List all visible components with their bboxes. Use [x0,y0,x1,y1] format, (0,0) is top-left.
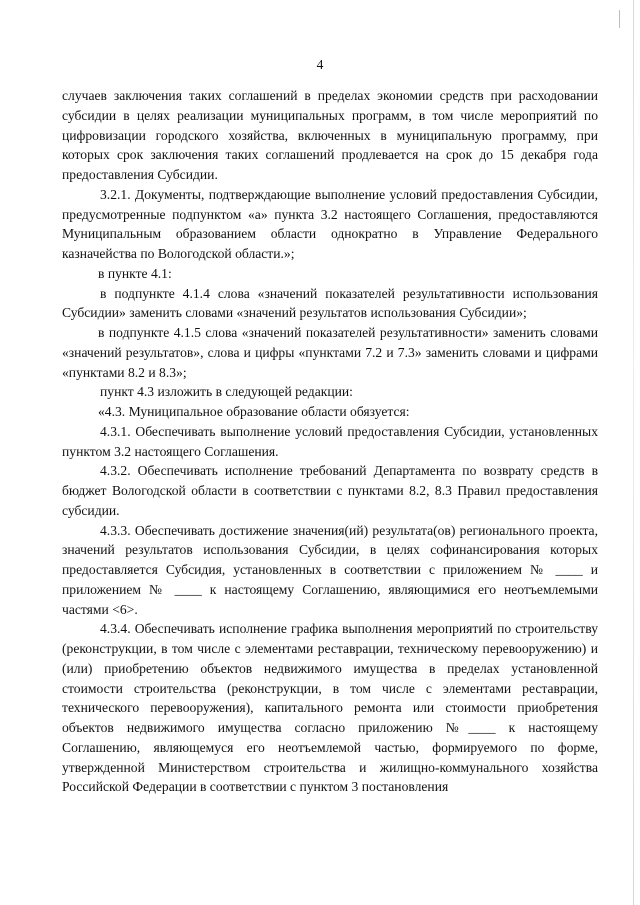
paragraph-continuation: случаев заключения таких соглашений в пределах экономии средств при расходовании субсидии в целях реализации муниципальных программ, в том числе мероприятий по цифровизации городского хозяйства, включенных в муниципальную программу, при которых срок заключения таких соглашений продлевается на срок до 15 декабря года предоставления Субсидии. [62,88,598,182]
page-number: 4 [316,57,324,72]
paragraph-4-3-1: 4.3.1. Обеспечивать выполнение условий предоставления Субсидии, установленных пунктом 3.2 настоящего Соглашения. [62,423,598,459]
paragraph-subpoint-4-1-5: в подпункте 4.1.5 слова «значений показателей результативности» заменить словами «значений результатов», слова и цифры «пунктами 7.2 и 7.3» заменить словами и цифрами «пунктами 8.2 и 8.3»; [62,325,598,380]
paragraph-3-2-1: 3.2.1. Документы, подтверждающие выполнение условий предоставления Субсидии, предусмотренные подпунктом «а» пункта 3.2 настоящего Соглашения, предоставляются Муниципальным образованием области однократно в Управление Федерального казначейства по Вологодской области.»; [62,186,598,261]
paragraph-in-point-4-1: в пункте 4.1: [98,265,172,281]
paragraph-4-3-4: 4.3.4. Обеспечивать исполнение графика выполнения мероприятий по строительству (реконструкции, в том числе с элементами реставрации, техническому перевооружению) и (или) приобретению объектов недвижимого имущества в пределах установленной стоимости строительства (реконструкции, в том числе с элементами реставрации, технического перевооружения), капитального ремонта или стоимости приобретения объектов недвижимого имущества согласно приложению №____ к настоящему Соглашению, являющемуся его неотъемлемой частью, формируемого по форме, утвержденной Министерством строительства и жилищно-коммунального хозяйства Российской Федерации в соответствии с пунктом 3 постановления [62,621,598,795]
paragraph-4-3-2: 4.3.2. Обеспечивать исполнение требований Департамента по возврату средств в бюджет Вологодской области в соответствии с пунктами 8.2, 8.3 Правил предоставления субсидии. [62,463,598,518]
document-body [62,86,598,797]
paragraph-subpoint-4-1-4: в подпункте 4.1.4 слова «значений показателей результативности использования Субсидии» заменить словами «значений результатов использования Субсидии»; [62,285,598,321]
scan-mark [619,10,620,28]
paragraph-4-3: «4.3. Муниципальное образование области обязуется: [98,404,410,419]
paragraph-point-4-3-intro: пункт 4.3 изложить в следующей редакции: [100,384,353,400]
scan-edge [633,0,634,905]
paragraph-4-3-3: 4.3.3. Обеспечивать достижение значения(ий) результата(ов) регионального проекта, значений результатов использования Субсидии, в целях софинансирования которых предоставляется Субсидия, установленных в соответствии с приложением № ____ и приложением № ____ к настоящему Соглашению, являющимися его неотъемлемыми частями <6>. [62,522,598,617]
